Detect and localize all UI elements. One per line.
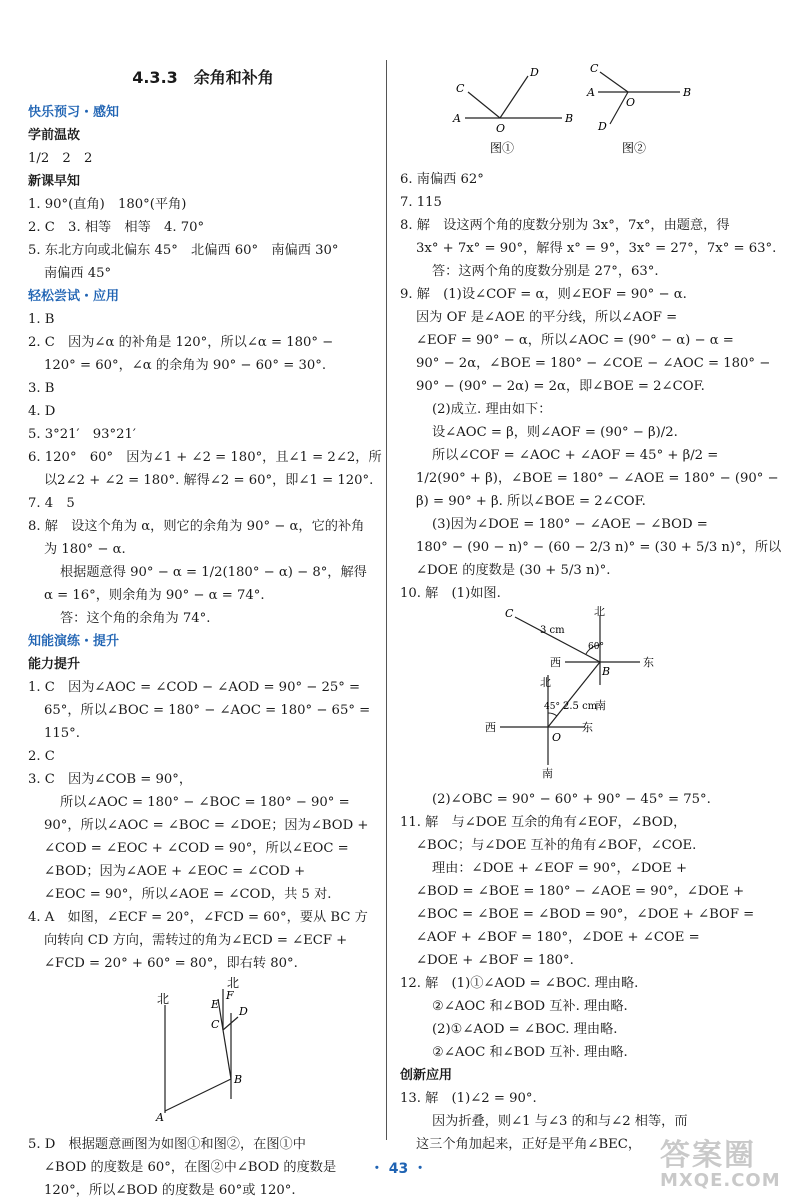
answer-line: ②∠AOC 和∠BOD 互补. 理由略.	[432, 1045, 628, 1060]
svg-text:A: A	[587, 86, 595, 99]
answer-line: 7. 4 5	[28, 496, 75, 511]
answer-line: 90° − 2α，∠BOE = 180° − ∠COE − ∠AOC = 180° −	[416, 356, 771, 371]
answer-line: ∠AOF + ∠BOF = 180°，∠DOE + ∠COE =	[416, 930, 700, 945]
answer-line: 9. 解 (1)设∠COF = α，则∠EOF = 90° − α.	[400, 287, 687, 302]
answer-line: 1/2 2 2	[28, 151, 93, 166]
fig4-north2-label: 北	[227, 976, 240, 990]
answer-line: 90° − (90° − 2α) = 2α，即∠BOE = 2∠COF.	[416, 379, 705, 394]
figure-1-2-angle-diagrams	[400, 60, 775, 160]
answer-line: 180° − (90 − n)° − (60 − 2/3 n)° = (30 + 5/3 n)°，所以	[416, 540, 782, 555]
svg-text:B: B	[565, 112, 574, 125]
answer-line: 所以∠AOC = 180° − ∠BOC = 180° − 90° =	[60, 795, 350, 810]
answer-line: 120° = 60°，∠α 的余角为 90° − 60° = 30°.	[44, 358, 327, 373]
answer-line: ∠COD = ∠EOC + ∠COD = 90°，所以∠EOC =	[44, 841, 349, 856]
answer-line: 8. 解 设这两个角的度数分别为 3x°，7x°，由题意，得	[400, 218, 730, 233]
answer-line: 65°，所以∠BOC = 180° − ∠AOC = 180° − 65° =	[44, 703, 371, 718]
figure-2	[586, 62, 691, 155]
section-heading: 知能演练・提升	[28, 634, 120, 649]
answer-line: ∠EOF = 90° − α，所以∠AOC = (90° − α) − α =	[416, 333, 734, 348]
answer-line: 3. B	[28, 381, 55, 396]
answer-line: 8. 解 设这个角为 α，则它的余角为 90° − α，它的补角	[28, 519, 365, 534]
answer-line: 1. C 因为∠AOC = ∠COD − ∠AOD = 90° − 25° =	[28, 680, 361, 695]
svg-text:D: D	[598, 120, 607, 133]
answer-line: 南偏西 45°	[44, 266, 112, 281]
svg-text:O: O	[626, 96, 636, 109]
answer-line: 6. 南偏西 62°	[400, 172, 484, 187]
answer-line: 13. 解 (1)∠2 = 90°.	[400, 1091, 537, 1106]
svg-text:C: C	[505, 607, 514, 620]
svg-text:西: 西	[550, 656, 561, 669]
answer-line: 4. D	[28, 404, 56, 419]
svg-text:O: O	[552, 731, 562, 744]
watermark-logo: 答案圈 MXQE.COM	[660, 1138, 781, 1191]
svg-text:B: B	[683, 86, 692, 99]
answer-line: 5. 3°21′ 93°21′	[28, 427, 136, 442]
answer-line: α = 16°，则余角为 90° − α = 74°.	[44, 588, 265, 603]
fig4-north-label: 北	[157, 992, 170, 1006]
svg-text:西: 西	[485, 721, 496, 734]
answer-line: ∠BOD；因为∠AOE + ∠EOC = ∠COD +	[44, 864, 306, 879]
section-title: 4.3.3 余角和补角	[132, 68, 274, 87]
answer-line: ∠DOE + ∠BOF = 180°.	[416, 953, 574, 968]
answer-line: 3. C 因为∠COB = 90°，	[28, 772, 193, 787]
answer-line: 答：这两个角的度数分别是 27°，63°.	[432, 264, 659, 279]
answer-line: 7. 115	[400, 195, 442, 210]
svg-text:C: C	[590, 62, 599, 75]
svg-text:3 cm: 3 cm	[540, 625, 565, 636]
page-number: ・ 43 ・	[369, 1161, 428, 1177]
fig4-container	[28, 975, 378, 1133]
subsection-heading: 创新应用	[400, 1068, 453, 1083]
subsection-heading: 新课早知	[28, 174, 81, 189]
fig10-container	[400, 605, 775, 788]
answer-line: ∠FCD = 20° + 60° = 80°，即右转 80°.	[44, 956, 298, 971]
svg-text:南: 南	[595, 699, 606, 712]
answer-line: (2)∠OBC = 90° − 60° + 90° − 45° = 75°.	[432, 792, 711, 807]
figure-4-direction-diagram	[28, 975, 328, 1125]
fig4-A-label: A	[156, 1111, 164, 1124]
answer-line: 理由：∠DOE + ∠EOF = 90°，∠DOE +	[432, 861, 687, 876]
svg-text:45°: 45°	[544, 702, 560, 712]
answer-line: 向转向 CD 方向，需转过的角为∠ECD = ∠ECF +	[44, 933, 348, 948]
answer-line: 1/2(90° + β)，∠BOE = 180° − ∠AOE = 180° − (90° −	[416, 471, 779, 486]
answer-line: 所以∠COF = ∠AOC + ∠AOF = 45° + β/2 =	[432, 448, 719, 463]
right-column	[400, 60, 782, 1156]
fig4-E-label: E	[211, 998, 220, 1011]
fig4-B-label: B	[234, 1073, 243, 1086]
subsection-heading: 能力提升	[28, 657, 81, 672]
answer-line: (2)①∠AOD = ∠BOC. 理由略.	[432, 1022, 618, 1037]
svg-text:O: O	[496, 122, 506, 135]
answer-line: ∠BOC = ∠BOE = ∠BOD = 90°，∠DOE + ∠BOF =	[416, 907, 755, 922]
answer-line: 2. C 因为∠α 的补角是 120°，所以∠α = 180° −	[28, 335, 334, 350]
svg-text:B: B	[602, 665, 611, 678]
svg-text:东: 东	[582, 721, 593, 734]
answer-line: 2. C 3. 相等 相等 4. 70°	[28, 220, 205, 235]
answer-line: 90°，所以∠AOC = ∠BOC = ∠DOE；因为∠BOD +	[44, 818, 369, 833]
answer-line: 11. 解 与∠DOE 互余的角有∠EOF，∠BOD，	[400, 815, 687, 830]
answer-line: 6. 120° 60° 因为∠1 + ∠2 = 180°，且∠1 = 2∠2，所	[28, 450, 382, 465]
fig4-F-label: F	[226, 989, 234, 1002]
answer-line: 5. 东北方向或北偏东 45° 北偏西 60° 南偏西 30°	[28, 243, 339, 258]
answer-line: 根据题意得 90° − α = 1/2(180° − α) − 8°，解得	[60, 565, 367, 580]
answer-line: ∠BOD = ∠BOE = 180° − ∠AOE = 90°，∠DOE +	[416, 884, 745, 899]
svg-text:60°: 60°	[588, 642, 604, 652]
left-column	[28, 60, 382, 1202]
answer-line: 这三个角加起来，正好是平角∠BEC，	[416, 1137, 642, 1152]
section-heading: 快乐预习・感知	[28, 105, 120, 120]
answer-line: 4. A 如图，∠ECF = 20°，∠FCD = 60°，要从 BC 方	[28, 910, 368, 925]
answer-line: 以2∠2 + ∠2 = 180°. 解得∠2 = 60°，即∠1 = 120°.	[44, 473, 374, 488]
answer-line: 因为 OF 是∠AOE 的平分线，所以∠AOF =	[416, 310, 678, 325]
svg-text:A: A	[453, 112, 461, 125]
section-heading: 轻松尝试・应用	[28, 289, 120, 304]
answer-line: 答：这个角的余角为 74°.	[60, 611, 211, 626]
figure-1	[452, 66, 573, 155]
svg-text:北: 北	[540, 676, 551, 689]
answer-line: 5. D 根据题意画图为如图①和图②，在图①中	[28, 1137, 306, 1152]
svg-text:东: 东	[643, 656, 654, 669]
column-divider	[386, 60, 387, 1140]
answer-line: 因为折叠，则∠1 与∠3 的和与∠2 相等，而	[432, 1114, 688, 1129]
svg-text:D: D	[530, 66, 539, 79]
figure-2-caption: 图②	[622, 141, 647, 155]
answer-line: 1. 90°(直角) 180°(平角)	[28, 197, 187, 212]
answer-line: 设∠AOC = β，则∠AOF = (90° − β)/2.	[432, 425, 678, 440]
svg-text:北: 北	[594, 605, 605, 618]
answer-line: 为 180° − α.	[44, 542, 126, 557]
answer-line: ∠BOC；与∠DOE 互补的角有∠BOF，∠COE.	[416, 838, 697, 853]
answer-line: ∠BOD 的度数是 60°，在图②中∠BOD 的度数是	[44, 1160, 337, 1175]
answer-line: 10. 解 (1)如图.	[400, 586, 501, 601]
answer-line: ∠DOE 的度数是 (30 + 5/3 n)°.	[416, 563, 611, 578]
subsection-heading: 学前温故	[28, 128, 81, 143]
fig4-D-label: D	[239, 1005, 248, 1018]
svg-text:2.5 cm: 2.5 cm	[563, 701, 598, 712]
answer-line: ②∠AOC 和∠BOD 互补. 理由略.	[432, 999, 628, 1014]
answer-line: (2)成立. 理由如下：	[432, 402, 552, 417]
answer-line: β) = 90° + β. 所以∠BOE = 2∠COF.	[416, 494, 646, 509]
figure-1-caption: 图①	[490, 141, 515, 155]
answer-line: 2. C	[28, 749, 55, 764]
answer-line: 3x° + 7x° = 90°，解得 x° = 9°，3x° = 27°，7x° = 63°.	[416, 241, 777, 256]
answer-line: (3)因为∠DOE = 180° − ∠AOE − ∠BOD =	[432, 517, 708, 532]
figure-10-bearing-diagram	[400, 605, 775, 780]
answer-line: ∠EOC = 90°，所以∠AOE = ∠COD，共 5 对.	[44, 887, 332, 902]
answer-line: 1. B	[28, 312, 55, 327]
fig12-container	[400, 60, 775, 168]
answer-line: 12. 解 (1)①∠AOD = ∠BOC. 理由略.	[400, 976, 639, 991]
svg-text:南: 南	[542, 767, 553, 780]
svg-text:C: C	[456, 82, 465, 95]
fig4-C-label: C	[211, 1018, 220, 1031]
answer-line: 115°.	[44, 726, 80, 741]
answer-line: 120°，所以∠BOD 的度数是 60°或 120°.	[44, 1183, 296, 1198]
